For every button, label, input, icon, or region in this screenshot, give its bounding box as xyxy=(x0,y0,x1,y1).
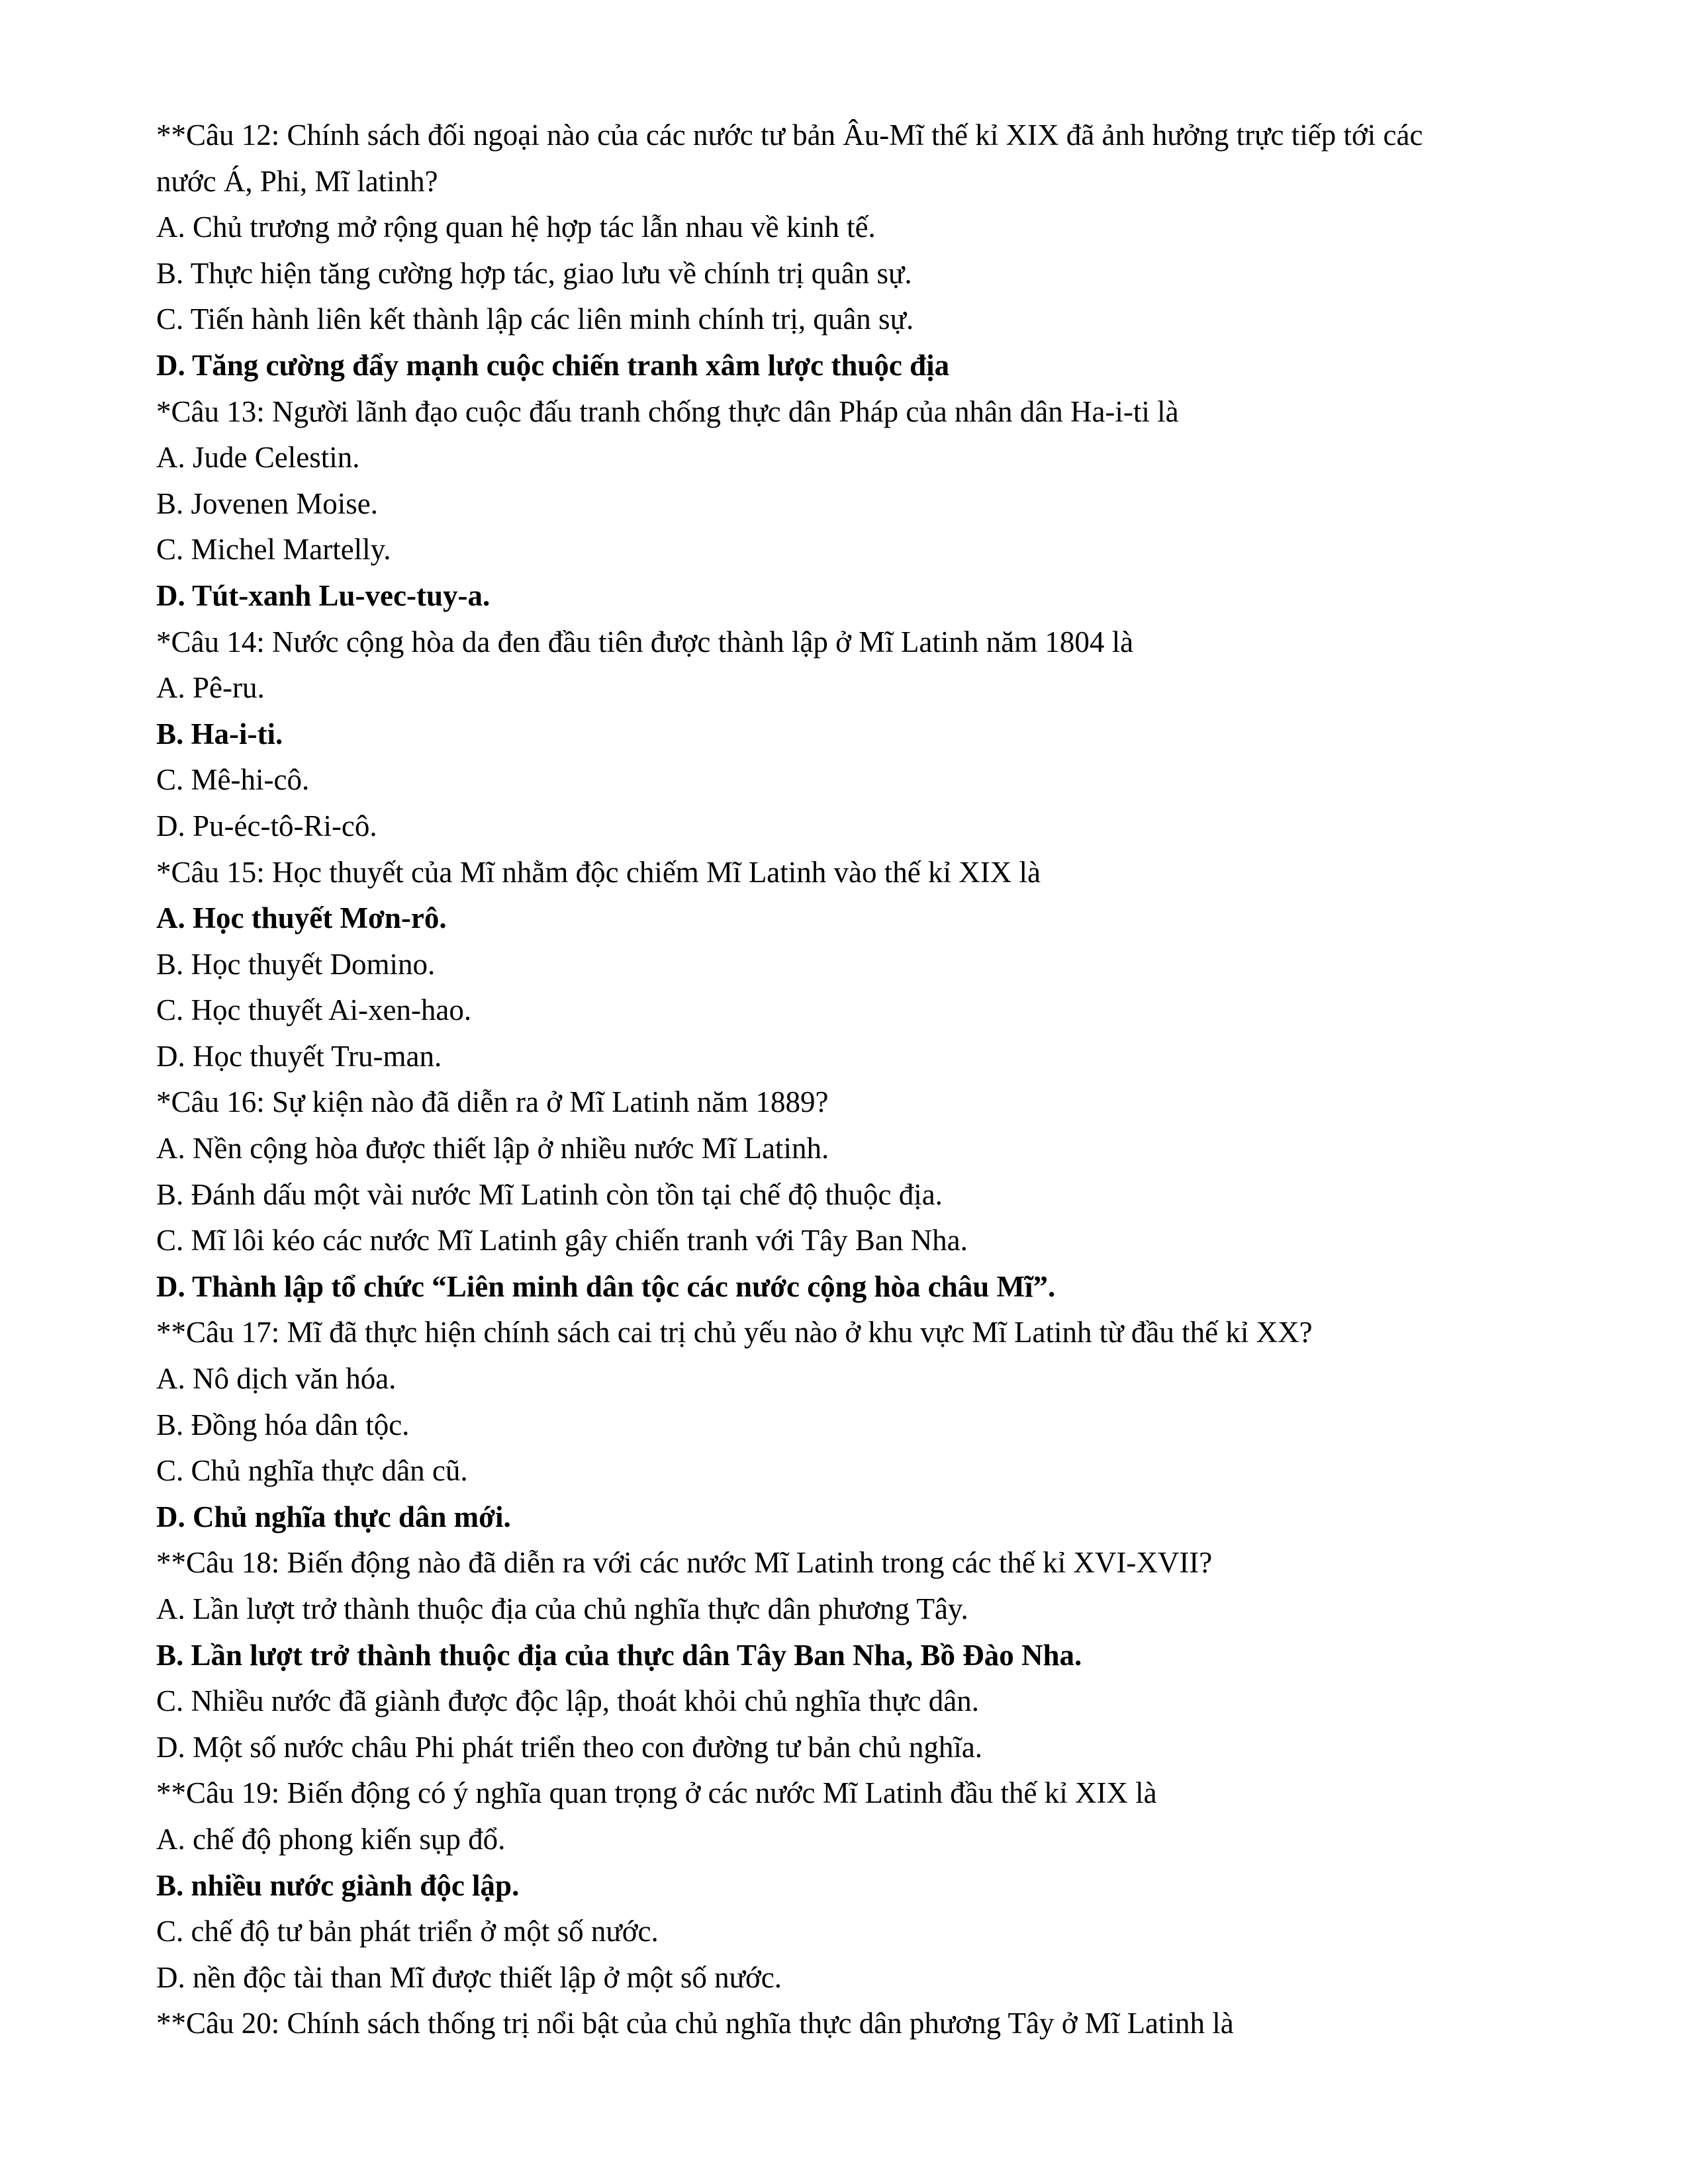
answer-option: B. Đánh dấu một vài nước Mĩ Latinh còn tồn tại chế độ thuộc địa. xyxy=(156,1177,943,1211)
question-prompt-line: **Câu 18: Biến động nào đã diễn ra với các nước Mĩ Latinh trong các thế kỉ XVI-XVII? xyxy=(156,1546,1213,1580)
answer-option: C. Nhiều nước đã giành được độc lập, thoát khỏi chủ nghĩa thực dân. xyxy=(156,1684,979,1718)
answer-option: B. Thực hiện tăng cường hợp tác, giao lưu về chính trị quân sự. xyxy=(156,256,912,290)
answer-option: C. Mĩ lôi kéo các nước Mĩ Latinh gây chiến tranh với Tây Ban Nha. xyxy=(156,1224,968,1257)
answer-option: D. Pu-éc-tô-Ri-cô. xyxy=(156,809,377,842)
answer-option: B. Jovenen Moise. xyxy=(156,486,378,520)
answer-option: C. Tiến hành liên kết thành lập các liên minh chính trị, quân sự. xyxy=(156,302,914,336)
answer-option-correct: D. Tút-xanh Lu-vec-tuy-a. xyxy=(156,578,491,612)
question-block xyxy=(156,850,1560,1080)
question-prompt-line: **Câu 19: Biến động có ý nghĩa quan trọng ở các nước Mĩ Latinh đầu thế kỉ XIX là xyxy=(156,1776,1157,1810)
question-block xyxy=(156,389,1560,619)
answer-option-correct: A. Học thuyết Mơn-rô. xyxy=(156,901,447,935)
answer-option-correct: B. Ha-i-ti. xyxy=(156,717,283,751)
answer-option: C. Học thuyết Ai-xen-hao. xyxy=(156,993,472,1027)
question-block xyxy=(156,1079,1560,1310)
answer-option: A. Nô dịch văn hóa. xyxy=(156,1362,397,1396)
question-block xyxy=(156,1770,1560,2001)
answer-option: D. nền độc tài than Mĩ được thiết lập ở một số nước. xyxy=(156,1960,782,1994)
question-prompt-line: **Câu 12: Chính sách đối ngoại nào của các nước tư bản Âu-Mĩ thế kỉ XIX đã ảnh hưởng trực tiếp tới các xyxy=(156,118,1423,152)
answer-option-correct: B. nhiều nước giành độc lập. xyxy=(156,1868,520,1902)
question-prompt-line: *Câu 13: Người lãnh đạo cuộc đấu tranh chống thực dân Pháp của nhân dân Ha-i-ti là xyxy=(156,394,1179,428)
answer-option: A. chế độ phong kiến sụp đổ. xyxy=(156,1822,506,1856)
answer-option: A. Nền cộng hòa được thiết lập ở nhiều nước Mĩ Latinh. xyxy=(156,1132,829,1165)
question-prompt-line: *Câu 16: Sự kiện nào đã diễn ra ở Mĩ Latinh năm 1889? xyxy=(156,1085,829,1119)
answer-option-correct: D. Chủ nghĩa thực dân mới. xyxy=(156,1500,511,1533)
answer-option: C. chế độ tư bản phát triển ở một số nước. xyxy=(156,1915,659,1948)
answer-option: D. Học thuyết Tru-man. xyxy=(156,1039,442,1073)
answer-option: D. Một số nước châu Phi phát triển theo con đường tư bản chủ nghĩa. xyxy=(156,1730,983,1764)
question-prompt-line: *Câu 14: Nước cộng hòa da đen đầu tiên được thành lập ở Mĩ Latinh năm 1804 là xyxy=(156,625,1134,659)
answer-option: C. Chủ nghĩa thực dân cũ. xyxy=(156,1454,468,1488)
document-page xyxy=(156,113,1560,2047)
answer-option: C. Mê-hi-cô. xyxy=(156,763,310,797)
answer-option: A. Pê-ru. xyxy=(156,671,265,705)
answer-option: B. Đồng hóa dân tộc. xyxy=(156,1408,410,1441)
question-prompt-line: nước Á, Phi, Mĩ latinh? xyxy=(156,164,438,198)
question-block xyxy=(156,1540,1560,1770)
answer-option: A. Lần lượt trở thành thuộc địa của chủ nghĩa thực dân phương Tây. xyxy=(156,1592,968,1625)
answer-option: A. Chủ trương mở rộng quan hệ hợp tác lẫn nhau về kinh tế. xyxy=(156,210,876,244)
question-prompt-line: **Câu 20: Chính sách thống trị nổi bật của chủ nghĩa thực dân phương Tây ở Mĩ Latinh là xyxy=(156,2007,1234,2040)
answer-option-correct: B. Lần lượt trở thành thuộc địa của thực dân Tây Ban Nha, Bồ Đào Nha. xyxy=(156,1638,1082,1672)
answer-option-correct: D. Thành lập tổ chức “Liên minh dân tộc các nước cộng hòa châu Mĩ”. xyxy=(156,1269,1056,1303)
question-block xyxy=(156,1310,1560,1540)
answer-option: A. Jude Celestin. xyxy=(156,441,360,475)
answer-option: C. Michel Martelly. xyxy=(156,533,391,567)
question-block xyxy=(156,2001,1560,2047)
question-block xyxy=(156,619,1560,850)
question-block xyxy=(156,113,1560,389)
answer-option-correct: D. Tăng cường đẩy mạnh cuộc chiến tranh xâm lược thuộc địa xyxy=(156,348,950,382)
question-prompt-line: **Câu 17: Mĩ đã thực hiện chính sách cai trị chủ yếu nào ở khu vực Mĩ Latinh từ đầu thế kỉ XX? xyxy=(156,1316,1313,1349)
answer-option: B. Học thuyết Domino. xyxy=(156,947,436,981)
question-prompt-line: *Câu 15: Học thuyết của Mĩ nhằm độc chiếm Mĩ Latinh vào thế kỉ XIX là xyxy=(156,855,1041,889)
